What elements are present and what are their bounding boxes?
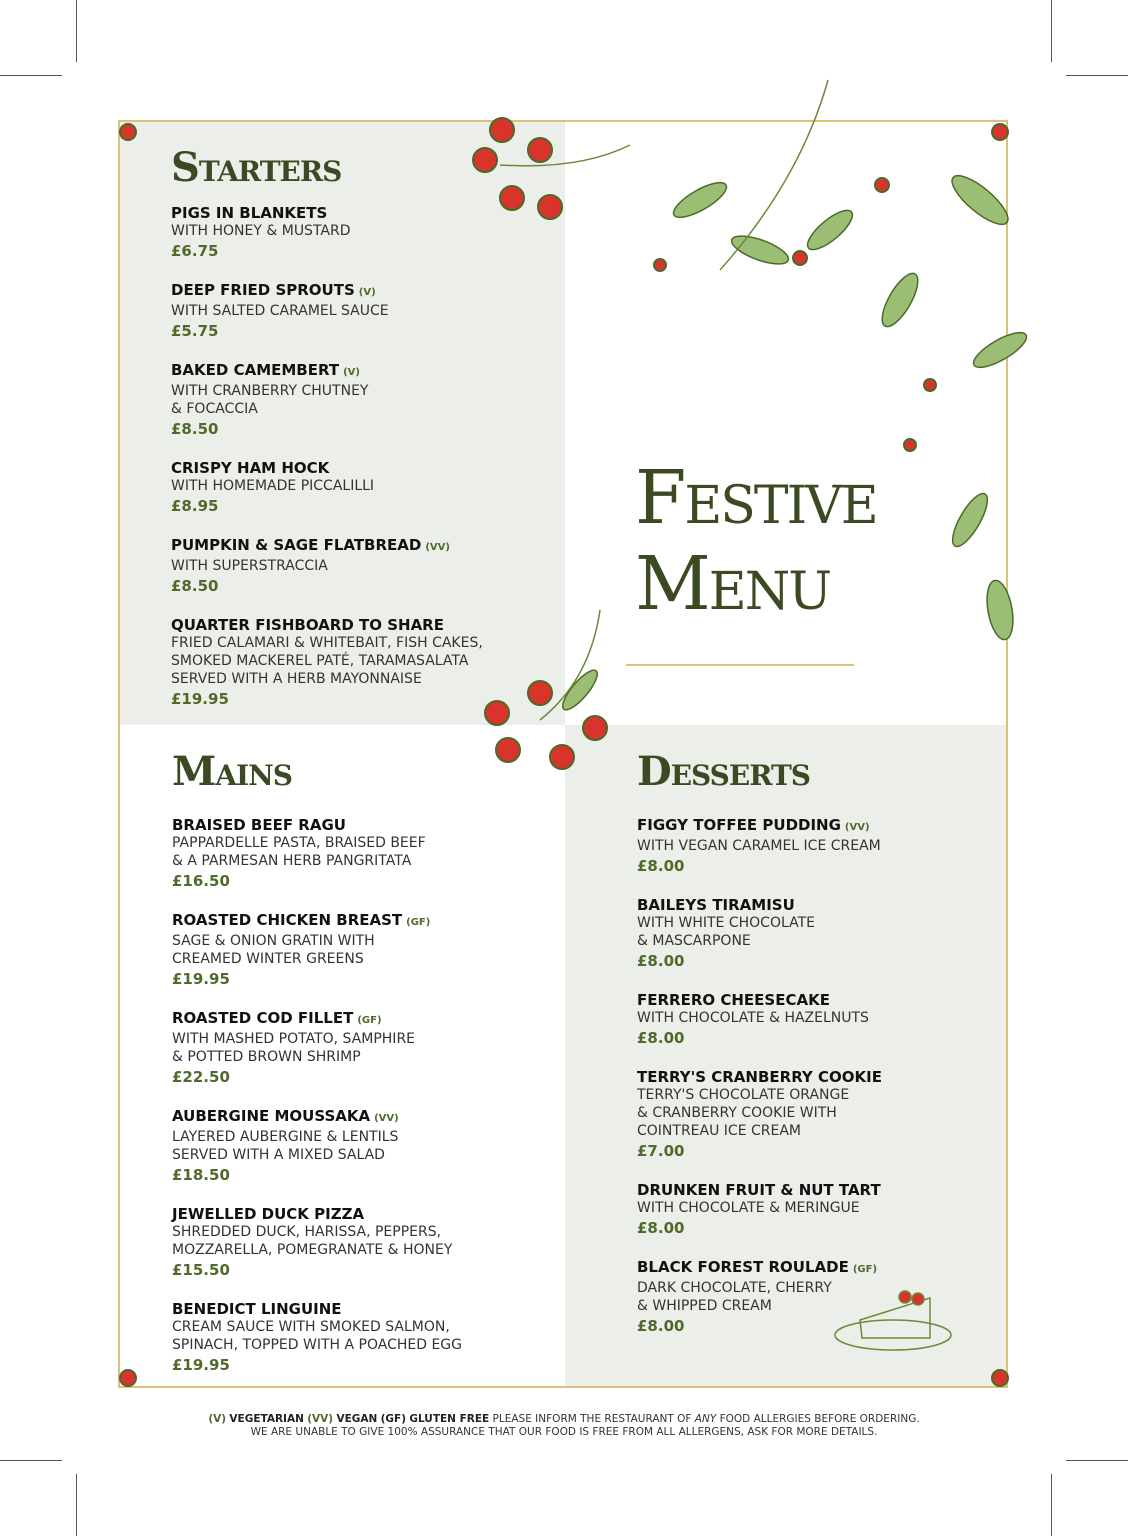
item-description: WITH WHITE CHOCOLATE [637,915,815,931]
item-description: WITH HOMEMADE PICCALILLI [171,478,375,494]
festive-menu-title: Festive Menu [635,455,877,627]
item-description: SAGE & ONION GRATIN WITH [172,933,375,949]
mains-section [172,748,462,1395]
menu-item [637,1068,882,1162]
item-price: £19.95 [171,690,229,708]
item-description: & FOCACCIA [171,401,258,417]
item-description: & WHIPPED CREAM [637,1298,772,1314]
item-price: £19.95 [172,970,230,988]
allergen-footer: (V) VEGETARIAN (VV) VEGAN (GF) GLUTEN FREE PLEASE INFORM THE RESTAURANT OF ANY FOOD ALLERGIES BEFORE ORDERING. WE ARE UNABLE TO GIVE 100% ASSURANCE THAT OUR FOOD IS FREE FROM ALL ALLERGENS, ASK FOR MORE DETAILS. [208,1413,920,1438]
item-price: £8.00 [637,1219,685,1237]
menu-item [172,816,462,892]
item-description: WITH HONEY & MUSTARD [171,223,351,239]
menu-item [637,1181,882,1239]
item-price: £22.50 [172,1068,230,1086]
item-description: & POTTED BROWN SHRIMP [172,1049,361,1065]
item-description: WITH CRANBERRY CHUTNEY [171,383,369,399]
diet-tag: (GF) [406,917,431,928]
item-price: £7.00 [637,1142,685,1160]
desserts-section [637,748,882,1356]
item-name: AUBERGINE MOUSSAKA (VV) [172,1107,399,1125]
diet-tag: (GF) [357,1015,382,1026]
section-heading: Desserts [637,748,811,795]
item-description: & MASCARPONE [637,933,751,949]
item-description: SMOKED MACKEREL PATÉ, TARAMASALATA [171,653,469,669]
section-heading: Starters [171,144,342,191]
item-description: WITH VEGAN CARAMEL ICE CREAM [637,838,881,854]
diet-tag: (VV) [374,1113,399,1124]
item-name: BAILEYS TIRAMISU [637,896,795,914]
item-price: £19.95 [172,1356,230,1374]
item-name: DRUNKEN FRUIT & NUT TART [637,1181,881,1199]
item-name: DEEP FRIED SPROUTS (V) [171,281,376,299]
title-divider [626,664,854,666]
menu-item [171,459,483,517]
item-description: CREAMED WINTER GREENS [172,951,364,967]
item-description: LAYERED AUBERGINE & LENTILS [172,1129,399,1145]
menu-item [172,911,462,990]
item-description: & A PARMESAN HERB PANGRITATA [172,853,412,869]
item-price: £8.50 [171,577,219,595]
item-name: FERRERO CHEESECAKE [637,991,830,1009]
diet-tag: (GF) [852,1264,878,1275]
item-description: COINTREAU ICE CREAM [637,1123,802,1139]
item-description: SERVED WITH A MIXED SALAD [172,1147,385,1163]
menu-item [171,536,483,597]
menu-item [637,896,882,972]
item-price: £6.75 [171,242,219,260]
item-description: CREAM SAUCE WITH SMOKED SALMON, [172,1319,450,1335]
menu-item [172,1205,462,1281]
diet-tag: (VV) [425,542,450,553]
starters-section [171,144,483,729]
item-name: BLACK FOREST ROULADE (GF) [637,1258,878,1276]
menu-item [171,361,483,440]
item-description: SHREDDED DUCK, HARISSA, PEPPERS, [172,1224,442,1240]
item-description: WITH CHOCOLATE & MERINGUE [637,1200,860,1216]
item-name: QUARTER FISHBOARD TO SHARE [171,616,444,634]
item-description: SERVED WITH A HERB MAYONNAISE [171,671,422,687]
item-price: £8.95 [171,497,219,515]
item-description: MOZZARELLA, POMEGRANATE & HONEY [172,1242,453,1258]
item-name: ROASTED CHICKEN BREAST (GF) [172,911,431,929]
item-price: £8.00 [637,952,685,970]
diet-tag: (V) [358,287,376,298]
menu-item [637,991,882,1049]
item-description: DARK CHOCOLATE, CHERRY [637,1280,832,1296]
item-name: BENEDICT LINGUINE [172,1300,342,1318]
item-price: £8.00 [637,857,685,875]
menu-item [172,1107,462,1186]
menu-item [637,1258,882,1337]
item-name: PUMPKIN & SAGE FLATBREAD (VV) [171,536,450,554]
item-price: £18.50 [172,1166,230,1184]
item-price: £5.75 [171,322,219,340]
item-description: & CRANBERRY COOKIE WITH [637,1105,837,1121]
item-name: BAKED CAMEMBERT (V) [171,361,360,379]
item-description: PAPPARDELLE PASTA, BRAISED BEEF [172,835,426,851]
item-name: BRAISED BEEF RAGU [172,816,346,834]
menu-item [171,616,483,710]
section-heading: Mains [172,748,292,795]
diet-tag: (V) [343,367,360,378]
item-description: WITH SUPERSTRACCIA [171,558,328,574]
item-name: FIGGY TOFFEE PUDDING (VV) [637,816,870,834]
item-price: £8.00 [637,1029,685,1047]
item-name: JEWELLED DUCK PIZZA [172,1205,365,1223]
item-name: CRISPY HAM HOCK [171,459,330,477]
item-price: £8.00 [637,1317,685,1335]
item-description: TERRY'S CHOCOLATE ORANGE [637,1087,850,1103]
item-description: WITH CHOCOLATE & HAZELNUTS [637,1010,869,1026]
item-name: PIGS IN BLANKETS [171,204,328,222]
menu-item [172,1009,462,1088]
item-description: WITH SALTED CARAMEL SAUCE [171,303,389,319]
menu-item [172,1300,462,1376]
menu-item [171,281,483,342]
item-name: TERRY'S CRANBERRY COOKIE [637,1068,882,1086]
item-price: £8.50 [171,420,219,438]
item-price: £15.50 [172,1261,230,1279]
item-description: FRIED CALAMARI & WHITEBAIT, FISH CAKES, [171,635,483,651]
diet-tag: (VV) [844,822,870,833]
menu-item [637,816,882,877]
item-description: WITH MASHED POTATO, SAMPHIRE [172,1031,416,1047]
menu-item [171,204,483,262]
item-price: £16.50 [172,872,230,890]
item-name: ROASTED COD FILLET (GF) [172,1009,382,1027]
item-description: SPINACH, TOPPED WITH A POACHED EGG [172,1337,462,1353]
